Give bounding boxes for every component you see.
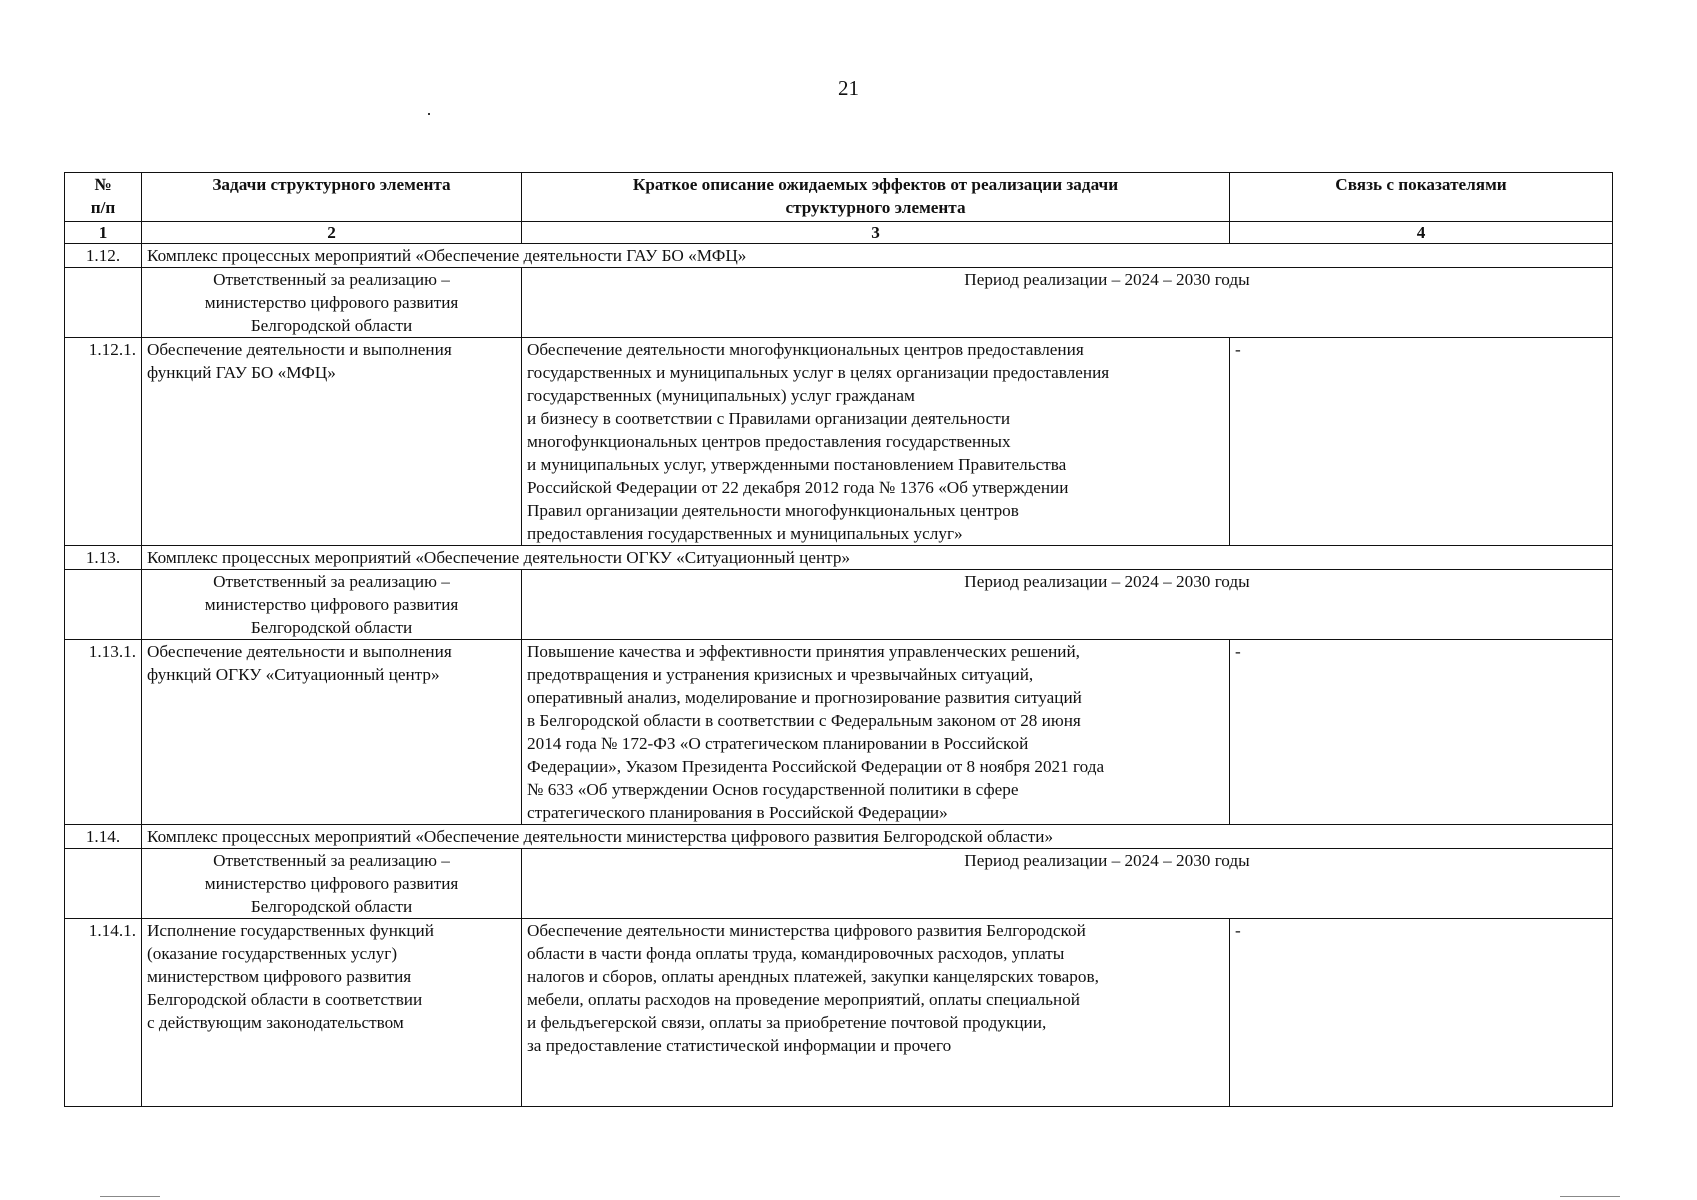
column-number: 1 (65, 222, 142, 244)
responsible-row (65, 849, 1613, 919)
section-row (65, 244, 1613, 268)
task-row (65, 640, 1613, 825)
section-number: 1.13. (65, 546, 142, 570)
header-number: № п/п (65, 173, 142, 222)
column-number: 4 (1230, 222, 1613, 244)
header-row (65, 173, 1613, 222)
period-text: Период реализации – 2024 – 2030 годы (522, 570, 1613, 640)
header-effects: Краткое описание ожидаемых эффектов от реализации задачи структурного элемента (522, 173, 1230, 222)
responsible-row (65, 570, 1613, 640)
scan-edge-mark (1560, 1196, 1620, 1197)
section-row (65, 825, 1613, 849)
responsible-text: Ответственный за реализацию – министерство цифрового развития Белгородской области (142, 849, 522, 919)
responsible-row (65, 268, 1613, 338)
period-text: Период реализации – 2024 – 2030 годы (522, 268, 1613, 338)
task-number: 1.13.1. (65, 640, 142, 825)
section-number: 1.14. (65, 825, 142, 849)
task-row (65, 338, 1613, 546)
section-title: Комплекс процессных мероприятий «Обеспечение деятельности ГАУ БО «МФЦ» (142, 244, 1613, 268)
task-row (65, 919, 1613, 1107)
section-row (65, 546, 1613, 570)
empty-cell (65, 570, 142, 640)
effects-text: Обеспечение деятельности многофункциональных центров предоставления государственных и муниципальных услуг в целях организации предоставления государственных (муниципальных) услуг гражданам и бизнесу в соответствии с Правилами организации деятельности многофункциональных центров предоставления государственных и муниципальных услуг, утвержденными постановлением Правительства Российской Федерации от 22 декабря 2012 года № 1376 «Об утверждении Правил организации деятельности многофункциональных центров предоставления государственных и муниципальных услуг» (522, 338, 1230, 546)
indicator-link: - (1230, 640, 1613, 825)
section-number: 1.12. (65, 244, 142, 268)
column-number-row (65, 222, 1613, 244)
empty-cell (65, 849, 142, 919)
column-number: 2 (142, 222, 522, 244)
indicator-link: - (1230, 919, 1613, 1107)
task-text: Обеспечение деятельности и выполнения функций ГАУ БО «МФЦ» (142, 338, 522, 546)
empty-cell (65, 268, 142, 338)
task-text: Исполнение государственных функций (оказание государственных услуг) министерством цифрового развития Белгородской области в соответствии с действующим законодательством (142, 919, 522, 1107)
task-number: 1.12.1. (65, 338, 142, 546)
page-number: 21 (838, 76, 859, 100)
header-tasks: Задачи структурного элемента (142, 173, 522, 222)
responsible-text: Ответственный за реализацию – министерство цифрового развития Белгородской области (142, 268, 522, 338)
scan-edge-mark (100, 1196, 160, 1197)
indicator-link: - (1230, 338, 1613, 546)
column-number: 3 (522, 222, 1230, 244)
header-indicators: Связь с показателями (1230, 173, 1613, 222)
section-title: Комплекс процессных мероприятий «Обеспечение деятельности министерства цифрового развития Белгородской области» (142, 825, 1613, 849)
effects-text: Обеспечение деятельности министерства цифрового развития Белгородской области в части фонда оплаты труда, командировочных расходов, уплаты налогов и сборов, оплаты арендных платежей, закупки канцелярских товаров, мебели, оплаты расходов на проведение мероприятий, оплаты специальной и фельдъегерской связи, оплаты за приобретение почтовой продукции, за предоставление статистической информации и прочего (522, 919, 1230, 1107)
section-title: Комплекс процессных мероприятий «Обеспечение деятельности ОГКУ «Ситуационный центр» (142, 546, 1613, 570)
program-tasks-table (64, 172, 1613, 1107)
responsible-text: Ответственный за реализацию – министерство цифрового развития Белгородской области (142, 570, 522, 640)
effects-text: Повышение качества и эффективности принятия управленческих решений, предотвращения и устранения кризисных и чрезвычайных ситуаций, оперативный анализ, моделирование и прогнозирование развития ситуаций в Белгородской области в соответствии с Федеральным законом от 28 июня 2014 года № 172-ФЗ «О стратегическом планировании в Российской Федерации», Указом Президента Российской Федерации от 8 ноября 2021 года № 633 «Об утверждении Основ государственной политики в сфере стратегического планирования в Российской Федерации» (522, 640, 1230, 825)
scan-speck (428, 113, 430, 115)
period-text: Период реализации – 2024 – 2030 годы (522, 849, 1613, 919)
task-text: Обеспечение деятельности и выполнения функций ОГКУ «Ситуационный центр» (142, 640, 522, 825)
task-number: 1.14.1. (65, 919, 142, 1107)
